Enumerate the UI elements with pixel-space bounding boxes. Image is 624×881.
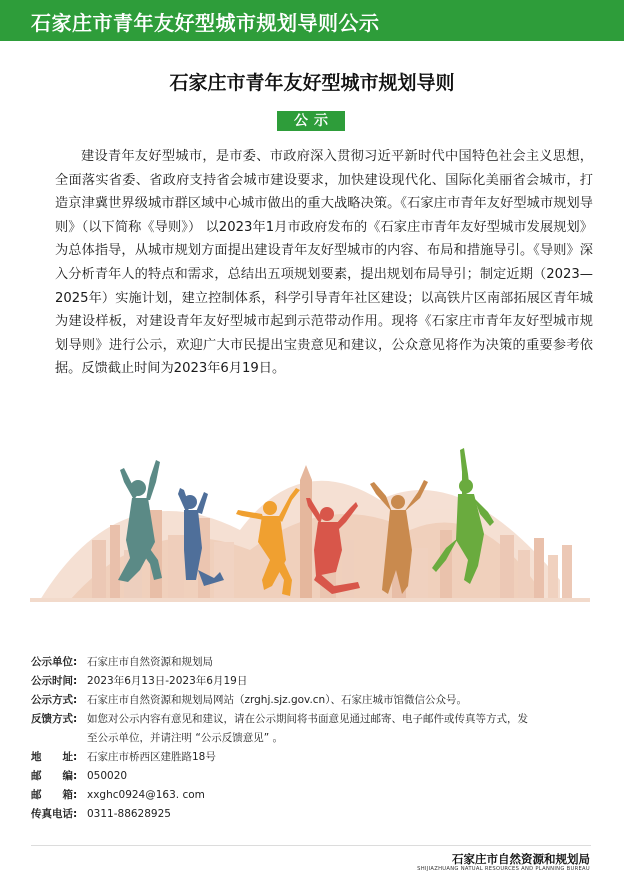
info-row-feedback xyxy=(31,710,591,748)
document-title: 石家庄市青年友好型城市规划导则 xyxy=(169,72,455,94)
document-body: 建设青年友好型城市，是市委、市政府深入贯彻习近平新时代中国特色社会主义思想，全面落实省委、省政府支持省会城市建设要求，加快建设现代化、国际化美丽省会城市，打造京津冀世界级城市群区域中心城市做出的重大战略决策。《石家庄市青年友好型城市规划导则》（以下简称《导则》） 以2023年1月市政府发布的《石家庄市青年友好型城市发展规划》为总体指导，从城市规划方面提出建设青年友好型城市的内容、布局和措施导引。《导则》深入分析青年人的特点和需求，总结出五项规划要素，提出规划布局导引；制定近期（2023—2025年）实施计划，建立控制体系，科学引导青年社区建设；以高铁片区南部拓展区青年城为建设样板，对建设青年友好型城市起到示范带动作用。现将《石家庄市青年友好型城市规划导则》进行公示，欢迎广大市民提出宝贵意见和建议，公众意见将作为决策的重要参考依据。反馈截止时间为2023年6月19日。 xyxy=(55,149,593,377)
info-row-publisher xyxy=(31,653,591,672)
footer-org-name-en: SHIJIAZHUANG NATUAL RESOURCES AND PLANNING BUREAU xyxy=(417,866,590,872)
info-label: 公示方式: xyxy=(31,694,78,706)
info-row-address xyxy=(31,748,591,767)
youth-city-illustration xyxy=(0,430,624,640)
info-value: 如您对公示内容有意见和建议，请在公示期间将书面意见通过邮寄、电子邮件或传真等方式，发至公示单位，并请注明 “公示反馈意见” 。 xyxy=(87,713,528,744)
info-row-email xyxy=(31,786,591,805)
city-skyline-illustration xyxy=(30,465,590,602)
info-row-postcode xyxy=(31,767,591,786)
info-value: 050020 xyxy=(87,770,128,782)
info-label: 公示时间: xyxy=(31,675,78,687)
top-banner xyxy=(0,0,624,41)
info-label: 邮 箱: xyxy=(31,789,78,801)
info-row-fax xyxy=(31,805,591,824)
info-label: 地 址: xyxy=(31,751,78,763)
notice-info-block xyxy=(31,653,591,824)
banner-title: 石家庄市青年友好型城市规划导则公示 xyxy=(31,11,380,35)
info-value: 石家庄市自然资源和规划局 xyxy=(87,656,213,668)
info-row-period xyxy=(31,672,591,691)
footer-divider xyxy=(31,845,591,846)
notice-badge: 公示 xyxy=(277,111,345,131)
info-value: xxghc0924@163. com xyxy=(87,789,205,801)
info-label: 反馈方式: xyxy=(31,713,78,725)
info-value: 2023年6月13日-2023年6月19日 xyxy=(87,675,248,687)
info-label: 公示单位: xyxy=(31,656,78,668)
info-row-method xyxy=(31,691,591,710)
footer-org-name: 石家庄市自然资源和规划局 xyxy=(452,852,590,866)
info-value: 0311-88628925 xyxy=(87,808,171,820)
info-value: 石家庄市桥西区建胜路18号 xyxy=(87,751,216,763)
info-label: 邮 编: xyxy=(31,770,78,782)
info-label: 传真电话: xyxy=(31,808,78,820)
info-value: 石家庄市自然资源和规划局网站（zrghj.sjz.gov.cn）、石家庄城市馆微信公众号。 xyxy=(87,694,467,706)
